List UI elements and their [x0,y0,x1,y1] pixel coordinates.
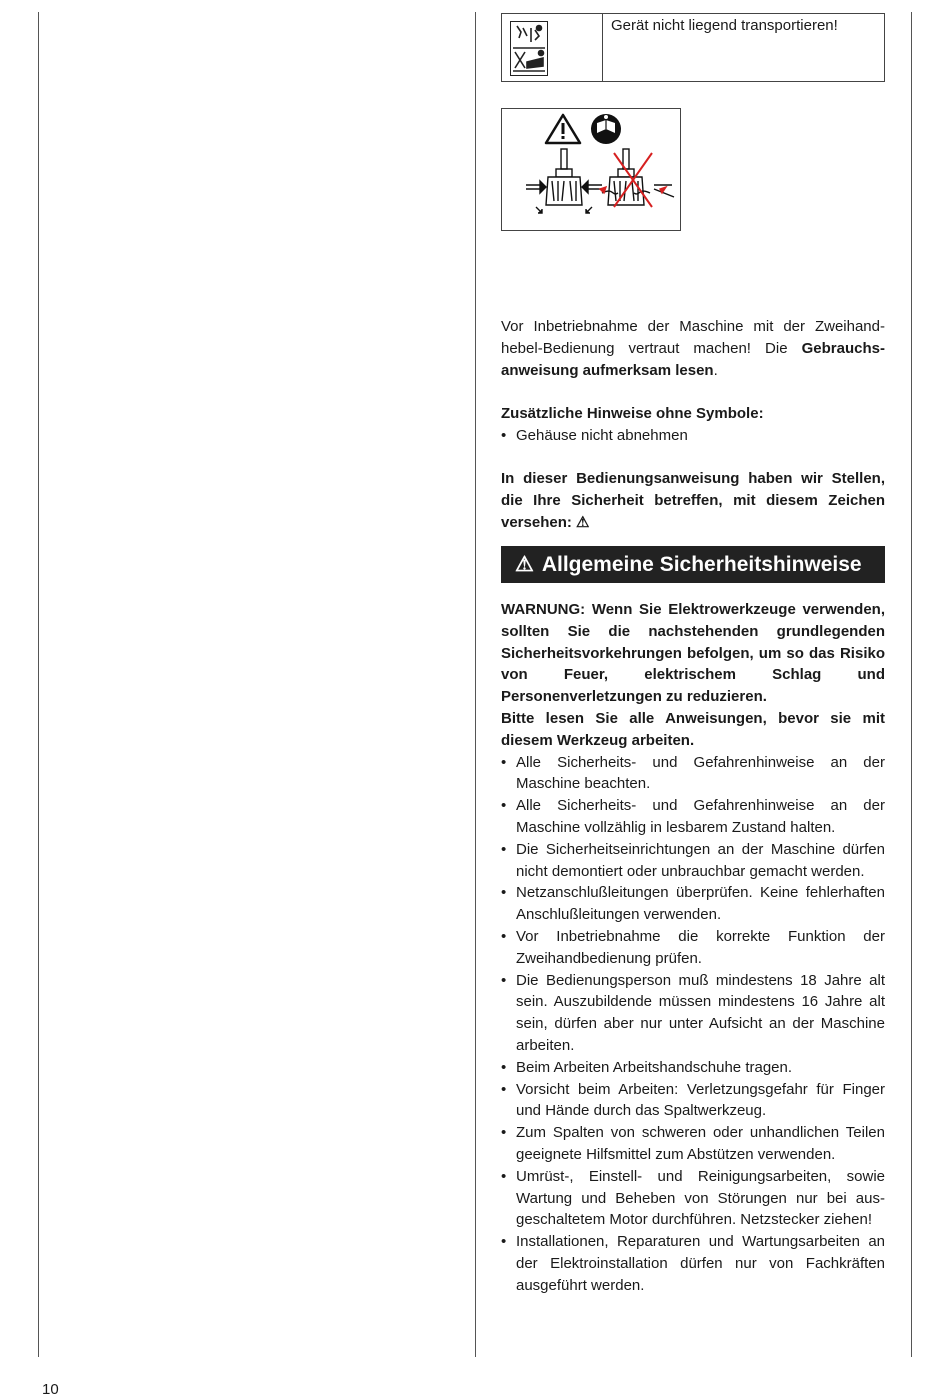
section-heading [501,546,885,583]
intro-text-end: . [713,361,718,379]
list-item: • Netzanschlußleitungen überprüfen. Keine fehlerhaften Anschlußleitungen verwenden. [501,882,885,926]
intro-bold-text: Gebrauchsanweisung aufmerksam lesen [501,339,885,379]
list-item: • Beim Arbeiten Arbeitshandschuhe tragen. [501,1057,885,1079]
no-lying-transport-icon [510,21,548,76]
read-manual-icon [591,114,621,144]
additional-note-item: • Gehäuse nicht abnehmen [501,425,885,447]
two-hand-operation-figure [501,108,681,231]
symbol-cell [502,14,603,81]
page-number: 10 [42,1381,59,1398]
list-item: • Die Sicherheitseinrichtungen an der Maschine dürfen nicht demontiert oder unbrauchbar gemacht werden. [501,839,885,883]
section-heading-text: Allgemeine Sicherheitshinweise [541,552,862,576]
two-hand-operation-icon [526,149,602,213]
list-item: • Alle Sicherheits- und Gefahrenhinweise an der Maschine vollzählig in lesbarem Zustand halten. [501,795,885,839]
list-item: • Vorsicht beim Arbeiten: Verletzungsgefahr für Finger und Hände durch das Spaltwerkzeug. [501,1079,885,1123]
list-item: • Umrüst-, Einstell- und Reinigungsarbeiten, sowie Wartung und Beheben von Störungen nur bei ausgeschaltetem Motor durchführen. Netzstecker ziehen! [501,1166,885,1231]
warning-triangle-icon: ⚠ [515,553,534,576]
safety-marker-notice-text: In dieser Bedienungsanweisung haben wir Stellen, die Ihre Sicherheit betreffen, mit diesem Zeichen versehen: ⚠ [501,470,885,531]
left-margin-rule [38,12,39,1357]
column-divider-rule [475,12,476,1357]
crossed-out-one-hand-icon [600,149,674,207]
symbol-description: Gerät nicht liegend transportieren! [611,17,838,34]
read-all-instructions: Bitte lesen Sie alle Anweisungen, bevor sie mit diesem Werkzeug arbeiten. [501,709,885,749]
safety-list [501,752,885,1297]
safety-marker-notice [501,468,885,533]
symbol-table [501,13,885,82]
list-item: • Zum Spalten von schweren oder unhandlichen Teilen geeignete Hilfsmittel zum Abstützen verwenden. [501,1122,885,1166]
intro-text: Vor Inbetriebnahme der Maschine mit der Zweihandhebel-Bedienung vertraut machen! Die [501,318,885,357]
list-item: • Alle Sicherheits- und Gefahrenhinweise an der Maschine beachten. [501,752,885,796]
right-margin-rule [911,12,912,1357]
additional-notes [501,403,885,447]
general-safety-section [501,599,885,1297]
warning-triangle-icon [546,115,580,143]
list-item: • Installationen, Reparaturen und Wartungsarbeiten an der Elektroinstallation dürfen nur von Fachkräften ausgeführt werden. [501,1231,885,1296]
warning-text: WARNUNG: Wenn Sie Elektrowerkzeuge verwenden, sollten Sie die nachstehenden grundlegenden Sicherheitsvorkehrungen befolgen, um so das Risiko von Feuer, elektrischem Schlag und Personenverletzungen zu reduzieren. [501,601,885,706]
additional-notes-title: Zusätzliche Hinweise ohne Symbole: [501,405,764,422]
list-item: • Vor Inbetriebnahme die korrekte Funktion der Zweihandbedienung prüfen. [501,926,885,970]
list-item: • Die Bedienungsperson muß mindestens 18 Jahre alt sein. Auszubildende müssen mindestens 16 Jahre alt sein, dürfen aber nur unter Aufsicht an der Maschine arbeiten. [501,970,885,1057]
intro-paragraph [501,316,885,381]
